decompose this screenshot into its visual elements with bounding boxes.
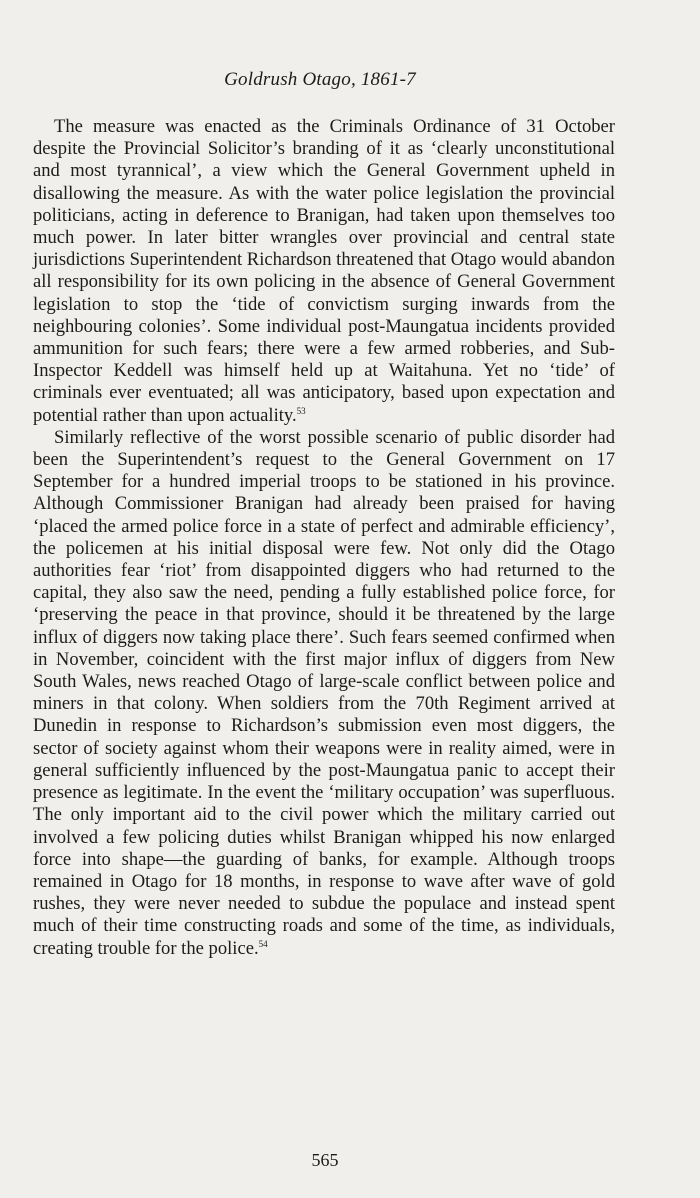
paragraph-1-text: The measure was enacted as the Criminals Ordinance of 31 October despite the Provincial Solicitor’s branding of it as ‘clearly unconstitutional and most tyrannical’, a view which the General Government upheld in disallowing the measure. As with the water police legislation the provincial politicians, acting in deference to Branigan, had taken upon themselves too much power. In later bitter wrangles over provincial and central state jurisdictions Superintendent Richardson threatened that Otago would abandon all responsibility for its own policing in the absence of General Government legislation to stop the ‘tide of convictism surging inwards from the neighbouring colonies’. Some individual post-Maungatua incidents provided ammunition for such fears; there were a few armed robberies, and Sub-Inspector Keddell was himself held up at Waitahuna. Yet no ‘tide’ of criminals ever eventuated; all was anticipatory, based upon expectation and potential rather than upon actuality. bbox=[33, 116, 615, 426]
running-head: Goldrush Otago, 1861-7 bbox=[224, 69, 416, 90]
footnote-ref-53: 53 bbox=[296, 405, 306, 416]
paragraph-2-text: Similarly reflective of the worst possible scenario of public disorder had been the Superintendent’s request to the General Government on 17 September for a hundred imperial troops to be stationed in his province. Although Commissioner Branigan had already been praised for having ‘placed the armed police force in a state of perfect and admirable efficiency’, the policemen at his initial disposal were few. Not only did the Otago authorities fear ‘riot’ from disappointed diggers who had returned to the capital, they also saw the need, pending a fully established police force, for ‘preserving the peace in that province, should it be threatened by the large influx of diggers now taking place there’. Such fears seemed confirmed when in November, coincident with the first major influx of diggers from New South Wales, news reached Otago of large-scale conflict between police and miners in that colony. When soldiers from the 70th Regiment arrived at Dunedin in response to Richardson’s submission even most diggers, the sector of society against whom their weapons were in reality aimed, were in general sufficiently influenced by the post-Maungatua panic to accept their presence as legitimate. In the event the ‘military occupation’ was superfluous. The only important aid to the civil power which the military carried out involved a few policing duties whilst Branigan whipped his now enlarged force into shape—the guarding of banks, for example. Although troops remained in Otago for 18 months, in response to wave after wave of gold rushes, they were never needed to subdue the populace and instead spent much of their time constructing roads and some of the time, as individuals, creating trouble for the police. bbox=[33, 426, 615, 959]
page-number: 565 bbox=[311, 1150, 339, 1170]
paragraph-2 bbox=[33, 427, 615, 960]
paragraph-1 bbox=[33, 116, 615, 427]
footnote-ref-54: 54 bbox=[258, 938, 268, 949]
body-text bbox=[33, 116, 615, 960]
